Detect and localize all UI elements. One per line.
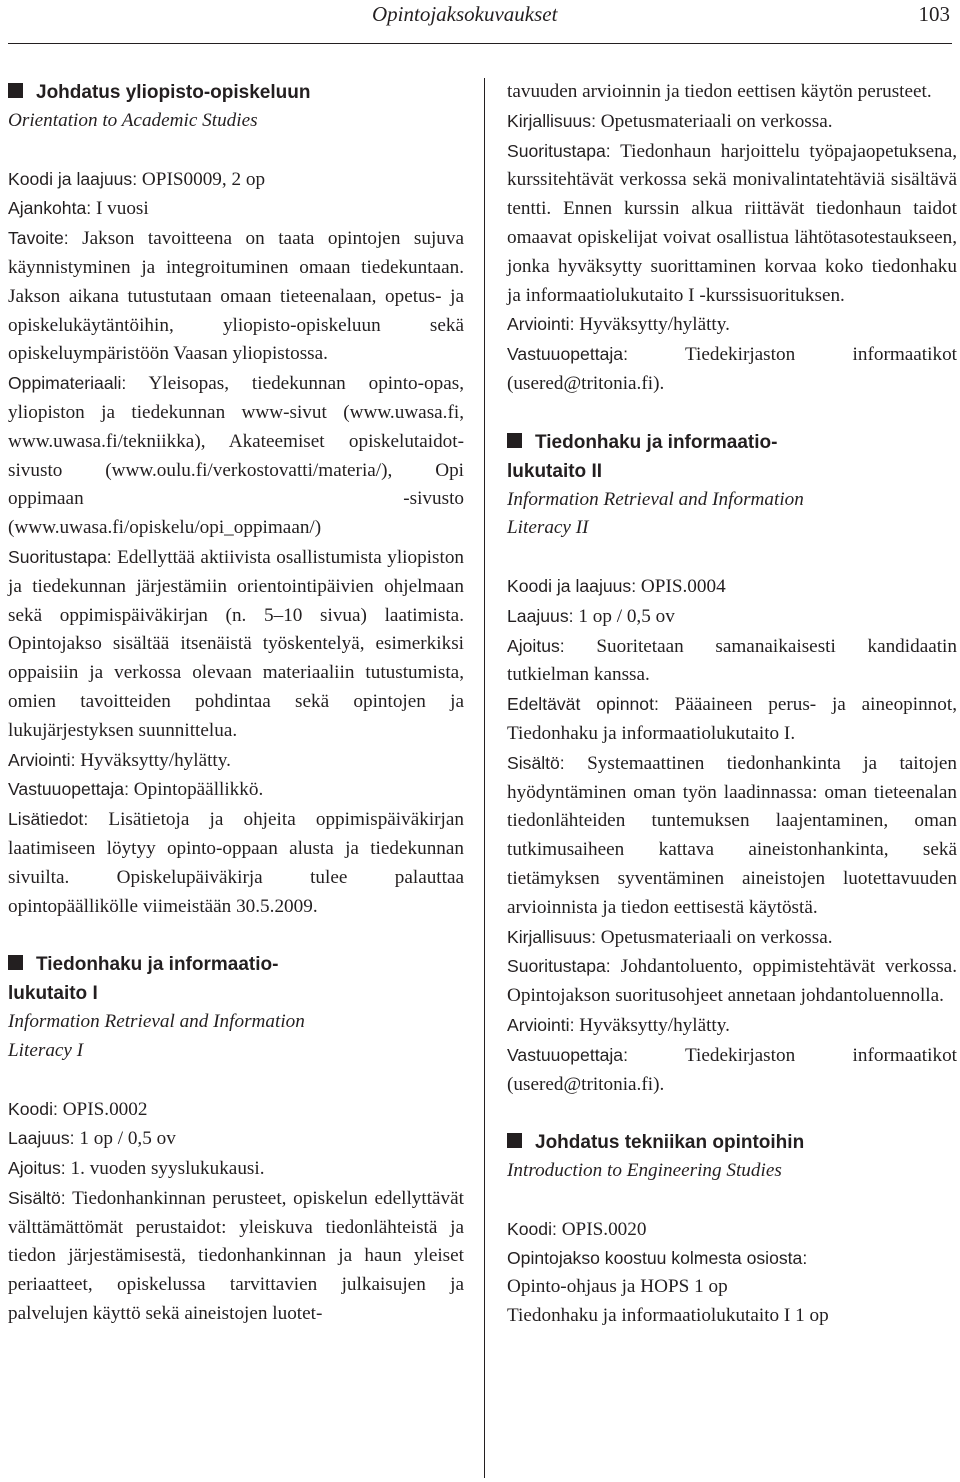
- field-label: Koodi:: [507, 1218, 557, 1239]
- field-vastuuopettaja: [507, 1041, 957, 1100]
- field-kirjallisuus: [507, 923, 957, 953]
- field-value: Edellyttää aktiivista osallistumista yliopiston ja tiedekunnan järjestämiin orientointipäivien ohjelmaan sekä oppimispäiväkirjan (n. 5–10 sivua) laatimista. Opintojakso sisältää itsenäistä työskentelyä, esimerkiksi oppaisiin ja verkossa olevaan materiaaliin tutustumista, omien tavoitteiden pohdintaa sekä opintojen ja lukujärjestyksen suunnittelua.: [8, 546, 465, 741]
- field-label: Ajoitus:: [507, 635, 565, 656]
- field-label: Sisältö:: [507, 752, 565, 773]
- field-suoritustapa: [8, 543, 464, 746]
- field-value: Tiedekirjaston informaatikot (usered@tritonia.fi).: [507, 1044, 957, 1095]
- field-value: Suoritetaan samanaikaisesti kandidaatin tutkielman kanssa.: [507, 635, 957, 686]
- field-value: OPIS0009, 2 op: [141, 168, 266, 190]
- running-head: [0, 0, 960, 40]
- field-ajoitus: [507, 632, 957, 691]
- field-label: Oppimateriaali:: [8, 373, 127, 394]
- field-value: 1 op / 0,5 ov: [79, 1128, 176, 1150]
- field-value: Systemaattinen tiedonhankinta ja taitojen hyödyntäminen oman työn laadinnassa: oman tieteenalan tiedonlähteiden tuntemuksen laajentaminen, oman tutkimusaiheen kattava aineistonhankinta, sekä tietämyksen syventäminen aineistojen luotettavuuden arvioinnista ja tiedon eettisestä käytöstä.: [507, 752, 958, 918]
- field-oppimateriaali: [8, 369, 464, 543]
- field-label: Vastuuopettaja:: [507, 1044, 628, 1065]
- field-value: Tiedonhankinnan perusteet, opiskelun edellyttävät välttämättömät perustaidot: yleiskuva tiedonlähteistä ja tiedon järjestämisestä, tiedonhankinnan ja haun yleiset periaatteet, opiskelussa tarvittavien julkaisujen ja palvelujen käyttö sekä aineistojen luotet-: [8, 1187, 464, 1325]
- field-label: Arviointi:: [507, 1014, 575, 1035]
- field-laajuus: [507, 602, 957, 632]
- section-subtitle: Introduction to Engineering Studies: [507, 1160, 782, 1182]
- section-subtitle: Orientation to Academic Studies: [8, 110, 258, 131]
- square-bullet-icon: [507, 1133, 522, 1148]
- section-subtitle-line1: Information Retrieval and Information: [507, 488, 804, 510]
- section-subtitle-line2: Literacy I: [8, 1039, 84, 1061]
- section-title-line2: lukutaito II: [507, 460, 602, 482]
- field-value: Hyväksytty/hylätty.: [80, 749, 231, 771]
- left-column: [8, 78, 464, 1329]
- field-value: Jakson tavoitteena on taata opintojen sujuva käynnistyminen ja integroituminen omaan tiedekuntaan. Jakson aikana tutustutaan omaan tieteenalaan, opetus- ja opiskelukäytäntöihin, yliopisto-opiskeluun sekä opiskeluympäristöön Vaasan yliopistossa.: [8, 228, 465, 365]
- field-koodi: [8, 1095, 464, 1125]
- field-value: Johdantoluento, oppimistehtävät verkossa. Opintojakson suoritusohjeet annetaan johdantoluennolla.: [507, 956, 957, 1007]
- field-suoritustapa: [507, 137, 957, 311]
- field-label: Vastuuopettaja:: [8, 779, 129, 800]
- section-title-line1: Tiedonhaku ja informaatio-: [535, 431, 778, 453]
- section-heading: [8, 950, 464, 979]
- field-label: Kirjallisuus:: [507, 110, 596, 131]
- column-divider: [484, 78, 485, 1478]
- section-title-line2: lukutaito I: [8, 983, 98, 1005]
- field-koodi: [507, 572, 957, 602]
- field-label: Koodi ja laajuus:: [8, 168, 138, 189]
- field-ajankohta: [8, 194, 464, 224]
- field-value: Tiedekirjaston informaatikot (usered@tritonia.fi).: [507, 344, 957, 394]
- field-edeltavat: [507, 690, 957, 749]
- field-arviointi: [507, 310, 957, 340]
- field-value: Lisätietoja ja ohjeita oppimispäiväkirjan laatimiseen löytyy opinto-oppaan alusta ja tiedekunnan sivuilta. Opiskelupäiväkirja tulee palauttaa opintopäällikölle viimeistään 30.5.2009.: [8, 809, 465, 917]
- field-label: Arviointi:: [8, 749, 76, 770]
- field-label: Lisätiedot:: [8, 809, 89, 830]
- field-label: Kirjallisuus:: [507, 926, 596, 947]
- field-vastuuopettaja: [8, 775, 464, 805]
- field-label: Ajankohta:: [8, 198, 92, 219]
- right-column: [507, 78, 957, 1331]
- field-label: Edeltävät opinnot:: [507, 694, 659, 715]
- field-kirjallisuus: [507, 107, 957, 137]
- field-label: Sisältö:: [8, 1187, 66, 1208]
- field-label: Suoritustapa:: [507, 956, 611, 977]
- continued-text: tavuuden arvioinnin ja tiedon eettisen käytön perusteet.: [507, 81, 932, 102]
- section-title: Johdatus tekniikan opintoihin: [535, 1132, 805, 1154]
- section-heading: [8, 78, 464, 107]
- field-label: Suoritustapa:: [507, 140, 611, 161]
- field-value: 1 op / 0,5 ov: [578, 605, 675, 627]
- field-lisatiedot: [8, 805, 464, 921]
- field-label: Laajuus:: [8, 1128, 75, 1149]
- field-suoritustapa: [507, 952, 957, 1011]
- field-label: Suoritustapa:: [8, 546, 112, 567]
- square-bullet-icon: [507, 433, 522, 448]
- field-value: Tiedonhaun harjoittelu työpajaopetuksena, kurssitehtävät verkossa sekä monivalintatehtäviä sisältävä tentti. Ennen kurssin alkua riittävät tiedonhaun taidot omaavat opiskelijat voivat osallistua lähtötasotestaukseen, jonka hyväksytty suorittaminen korvaa koko tiedonhaku ja informaatiolukutaito I -kurssisuorituksen.: [507, 140, 958, 306]
- section-title: Johdatus yliopisto-opiskeluun: [36, 82, 311, 103]
- field-label: Vastuuopettaja:: [507, 344, 628, 365]
- field-label: Tavoite:: [8, 228, 69, 249]
- section-subtitle-line1: Information Retrieval and Information: [8, 1011, 305, 1033]
- section-title-line1: Tiedonhaku ja informaatio-: [36, 954, 279, 976]
- list-item: Tiedonhaku ja informaatiolukutaito I 1 op: [507, 1305, 829, 1327]
- field-label: Laajuus:: [507, 605, 574, 626]
- field-arviointi: [8, 746, 464, 776]
- running-head-title: Opintojaksokuvaukset: [372, 2, 558, 26]
- square-bullet-icon: [8, 83, 23, 98]
- field-value: I vuosi: [95, 198, 149, 220]
- section-subtitle-line2: Literacy II: [507, 517, 589, 539]
- field-tavoite: [8, 224, 464, 369]
- field-value: Opetusmateriaali on verkossa.: [600, 926, 833, 948]
- field-value: 1. vuoden syyslukukausi.: [70, 1158, 265, 1180]
- field-label: Koodi:: [8, 1098, 58, 1119]
- field-value: OPIS.0004: [640, 575, 726, 597]
- field-label: Ajoitus:: [8, 1158, 66, 1179]
- header-rule: [8, 43, 952, 44]
- field-sisalto: [8, 1184, 464, 1329]
- field-value: Yleisopas, tiedekunnan opinto-opas, yliopiston ja tiedekunnan www-sivut (www.uwasa.fi, www.uwasa.fi/tekniikka), Akateemiset opiskelutaidot-sivusto (www.oulu.fi/verkostovatti/materia/), Opi oppimaan -sivusto (www.uwasa.fi/opiskelu/opi_oppimaan/): [8, 373, 464, 539]
- field-value: Hyväksytty/hylätty.: [579, 314, 730, 336]
- page-number: 103: [918, 2, 950, 26]
- field-value: Opetusmateriaali on verkossa.: [600, 110, 833, 132]
- field-value: Opintopäällikkö.: [133, 779, 264, 801]
- field-value: OPIS.0002: [62, 1098, 148, 1120]
- section-heading: [507, 428, 957, 457]
- field-value: Hyväksytty/hylätty.: [579, 1014, 730, 1036]
- field-vastuuopettaja: [507, 340, 957, 399]
- field-koodi: [8, 165, 464, 195]
- field-ajoitus: [8, 1154, 464, 1184]
- section-heading: [507, 1128, 957, 1157]
- field-koodi: [507, 1215, 957, 1245]
- square-bullet-icon: [8, 955, 23, 970]
- field-koostuu-label: Opintojakso koostuu kolmesta osiosta:: [507, 1248, 808, 1269]
- field-sisalto: [507, 749, 957, 923]
- field-arviointi: [507, 1011, 957, 1041]
- list-item: Opinto-ohjaus ja HOPS 1 op: [507, 1276, 728, 1298]
- field-value: Pääaineen perus- ja aineopinnot, Tiedonhaku ja informaatiolukutaito I.: [507, 694, 957, 744]
- field-label: Arviointi:: [507, 314, 575, 335]
- field-laajuus: [8, 1124, 464, 1154]
- field-label: Koodi ja laajuus:: [507, 575, 637, 596]
- field-value: OPIS.0020: [561, 1218, 647, 1240]
